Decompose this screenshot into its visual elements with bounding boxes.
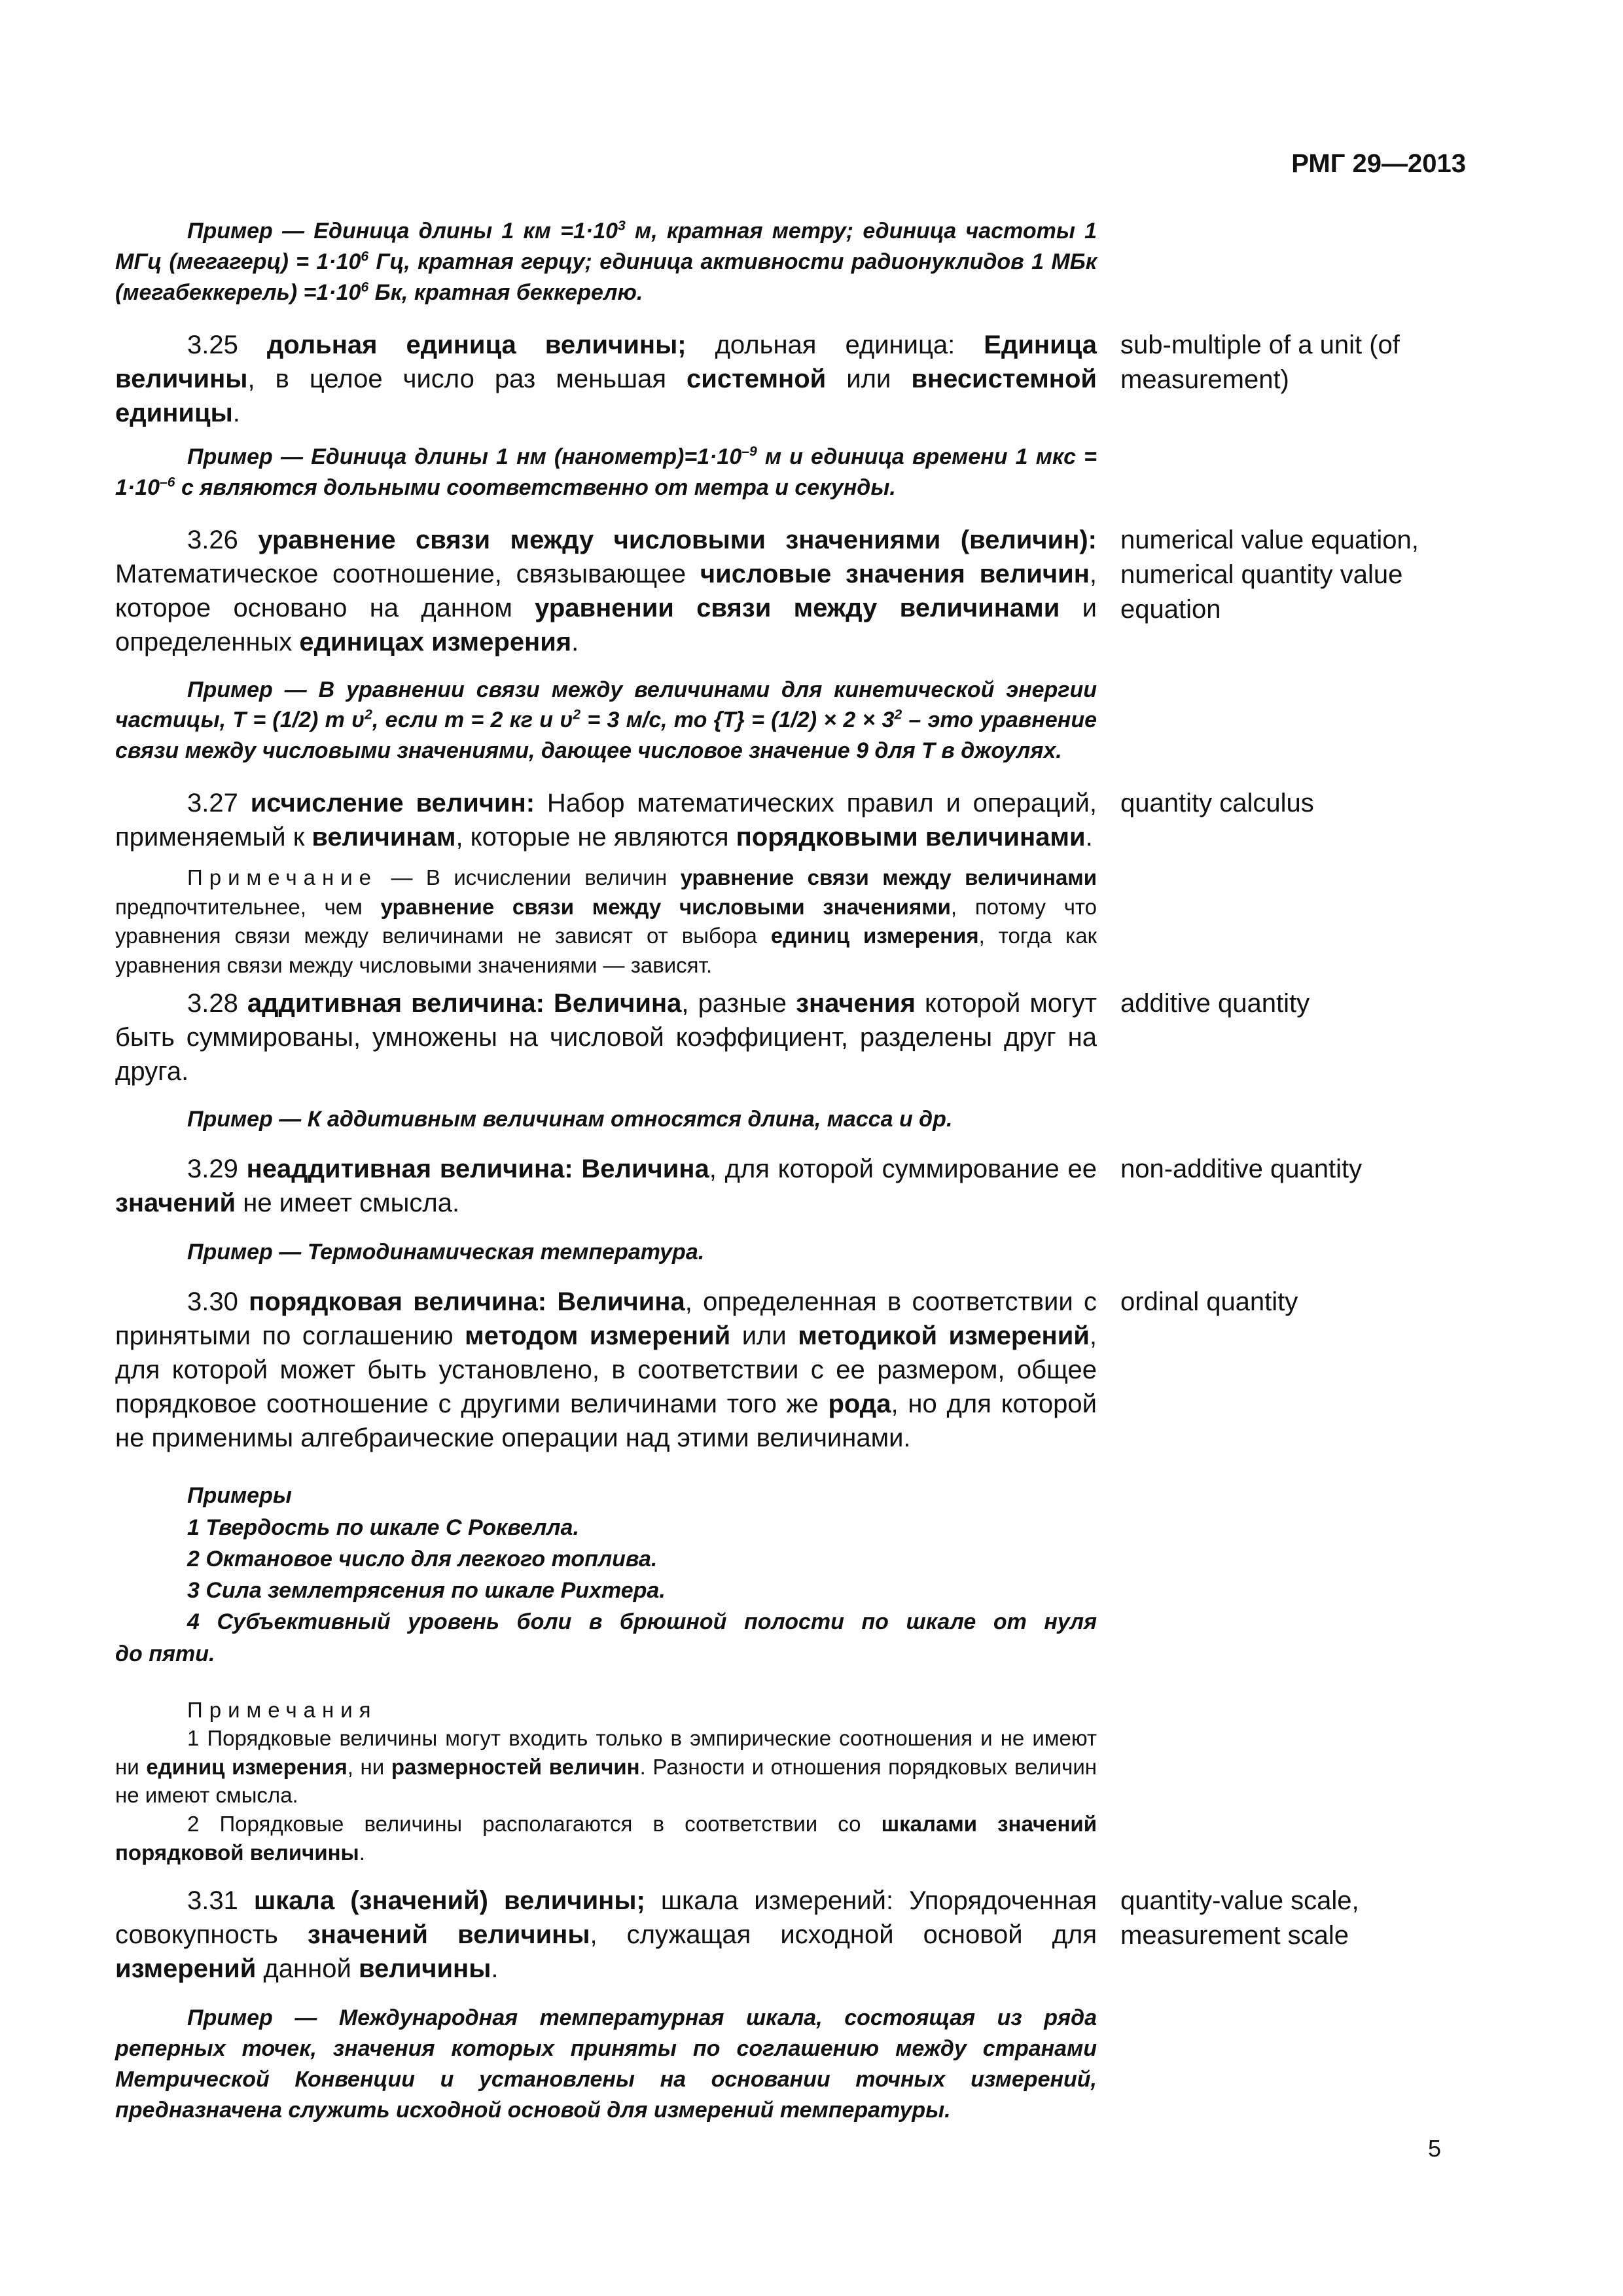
example-3-31: Пример — Международная температурная шкала, состоящая из ряда реперных точек, значения которых приняты по соглашению между странами Метрической Конвенции и установлены на основании точных измерений, предназначена служить исходной основой для измерений температуры. (115, 2005, 1097, 2123)
entry-3-27-english: quantity calculus (1120, 789, 1314, 818)
example-3-25: Пример — Единица длины 1 нм $(нанометр)=1\cdot 10^{-9}$ м и единица времени 1 мкс = $1\cdot 10^{-6}$ с являются дольными соответственно от метра и секунды. (115, 444, 1097, 500)
example-3-28-row (115, 1104, 1444, 1135)
entry-3-28-text: 3.28 аддитивная величина: Величина, разные значения которой могут быть суммированы, умножены на числовой коэффициент, разделены друг на друга. (115, 989, 1097, 1086)
notes-3-30 (115, 1696, 1097, 1867)
note-3-27-row (115, 863, 1444, 980)
example-3-26-row (115, 675, 1444, 767)
entry-3-26 (115, 523, 1444, 659)
example-3-24: Пример — Единица длины 1 км $=1\cdot 10^3$ м, кратная метру; единица частоты 1 МГц (мегагерц) = $1\cdot 10^6$ Гц, кратная герцу; единица активности радионуклидов 1 МБк (мегабеккерель) $=1\cdot 10^6$ Бк, кратная беккерелю. (115, 218, 1097, 305)
document-body (115, 216, 1444, 2145)
notes-label: Примечания (187, 1697, 378, 1722)
entry-3-25 (115, 328, 1444, 430)
entry-3-28-english: additive quantity (1120, 989, 1310, 1018)
example-item: 3 Сила землетрясения по шкале Рихтера. (187, 1578, 666, 1604)
example-3-28: Пример — К аддитивным величинам относятся длина, масса и др. (187, 1107, 953, 1132)
entry-3-25-english: sub-multiple of a unit (of measurement) (1120, 330, 1400, 394)
example-3-26: Пример — В уравнении связи между величинами для кинетической энергии частицы, T = (1/2) m $\upsilon^2$, если m = 2 кг и $\upsilon^2 = 3$ м/с, то $\{T\} = (1/2) \times 2 \times 3^2$ – это уравнение связи между числовыми значениями, дающее числовое значение 9 для T в джоулях. (115, 677, 1097, 764)
entry-3-30 (115, 1285, 1444, 1455)
example-3-25-row (115, 442, 1444, 503)
entry-3-29-text: 3.29 неаддитивная величина: Величина, для которой суммирование ее значений не имеет смысла. (115, 1155, 1097, 1218)
entry-3-31 (115, 1884, 1444, 1986)
entry-3-30-text: 3.30 порядковая величина: Величина, определенная в соответствии с принятыми по соглашению методом измерений или методикой измерений, для которой может быть установлено, в соответствии с ее размером, общее порядковое соотношение с другими величинами того же рода, но для которой не применимы алгебраические операции над этими величинами. (115, 1287, 1097, 1453)
page-number: 5 (1427, 2135, 1441, 2162)
entry-3-27 (115, 786, 1444, 854)
entry-3-28 (115, 986, 1444, 1088)
example-item-continuation: до пяти. (115, 1641, 215, 1666)
example-item: 2 Октановое число для легкого топлива. (187, 1546, 658, 1571)
entry-3-31-english: quantity-value scale, measurement scale (1120, 1886, 1359, 1950)
example-3-24-row (115, 216, 1444, 308)
entry-3-30-english: ordinal quantity (1120, 1287, 1298, 1317)
entry-3-26-english: numerical value equation, numerical quantity value equation (1120, 525, 1419, 624)
document-code: РМГ 29—2013 (1291, 149, 1466, 178)
example-3-31-row (115, 2003, 1444, 2126)
entry-3-25-text: 3.25 дольная единица величины; дольная единица: Единица величины, в целое число раз меньшая системной или внесистемной единицы. (115, 330, 1097, 427)
example-3-29: Пример — Термодинамическая температура. (187, 1240, 705, 1265)
example-item: 1 Твердость по шкале С Роквелла. (187, 1515, 579, 1540)
example-item: 4 Субъективный уровень боли в брюшной полости по шкале от нуля (187, 1609, 1097, 1635)
note-2: 2 Порядковые величины располагаются в соответствии со шкалами значений порядковой величины. (115, 1812, 1097, 1865)
entry-3-29 (115, 1152, 1444, 1220)
entry-3-26-text: 3.26 уравнение связи между числовыми значениями (величин): Математическое соотношение, связывающее числовые значения величин, которое основано на данном уравнении связи между величинами и определенных единицах измерения. (115, 525, 1097, 656)
entry-3-27-text: 3.27 исчисление величин: Набор математических правил и операций, применяемый к величинам, которые не являются порядковыми величинами. (115, 789, 1097, 852)
entry-3-29-english: non-additive quantity (1120, 1155, 1363, 1184)
entry-3-31-text: 3.31 шкала (значений) величины; шкала измерений: Упорядоченная совокупность значений величины, служащая исходной основой для измерений данной величины. (115, 1886, 1097, 1984)
note-3-27: Примечание — В исчислении величин уравнение связи между величинами предпочтительнее, чем уравнение связи между числовыми значениями, потому что уравнения связи между величинами не зависят от выбора единиц измерения, тогда как уравнения связи между числовыми значениями — зависят. (115, 865, 1097, 977)
examples-title: Примеры (187, 1483, 292, 1509)
examples-3-30 (115, 1480, 1097, 1670)
example-3-29-row (115, 1237, 1444, 1268)
note-1: 1 Порядковые величины могут входить только в эмпирические соотношения и не имеют ни единиц измерения, ни размерностей величин. Разности и отношения порядковых величин не имеют смысла. (115, 1726, 1097, 1808)
